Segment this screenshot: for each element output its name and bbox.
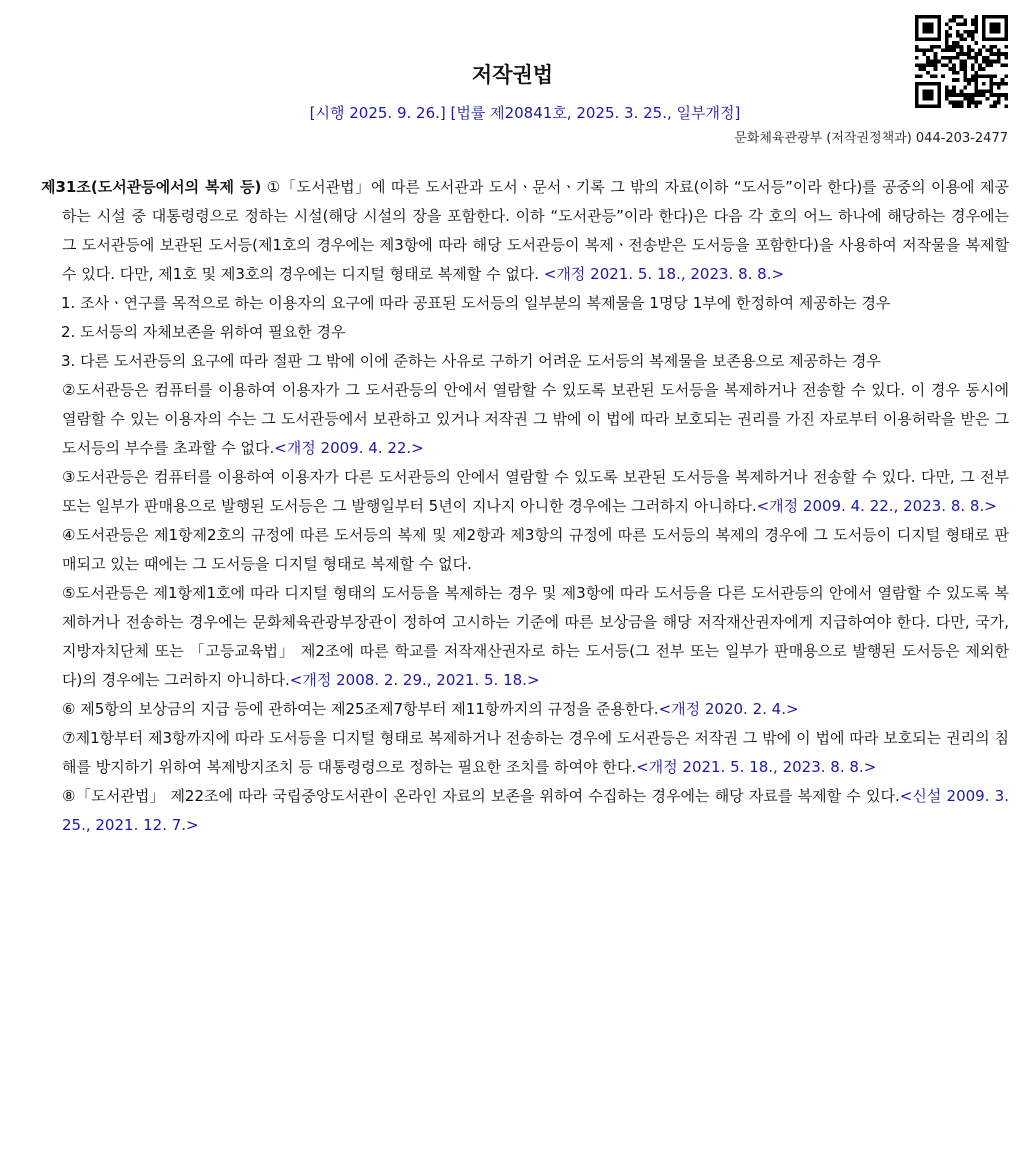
- article-body: [41, 173, 1009, 840]
- amendment-link[interactable]: <개정 2020. 2. 4.>: [658, 700, 799, 718]
- paragraph-4: [41, 521, 1009, 579]
- paragraph-text: ⑧「도서관법」 제22조에 따라 국립중앙도서관이 온라인 자료의 보존을 위하여 수집하는 경우에는 해당 자료를 복제할 수 있다.: [62, 787, 900, 805]
- paragraph-6: [41, 695, 1009, 724]
- paragraph-1: [41, 173, 1009, 289]
- amendment-link[interactable]: <개정 2009. 4. 22., 2023. 8. 8.>: [756, 497, 997, 515]
- amendment-link[interactable]: <개정 2009. 4. 22.>: [274, 439, 424, 457]
- paragraph-text: ②도서관등은 컴퓨터를 이용하여 이용자가 그 도서관등의 안에서 열람할 수 있도록 보관된 도서등을 복제하거나 전송할 수 있다. 이 경우 동시에 열람할 수 있는 이용자의 수는 그 도서관등에서 보관하고 있거나 저작권 그 밖에 이 법에 따라 보호되는 권리를 가진 자로부터 이용허락을 받은 그 도서등의 부수를 초과할 수 없다.: [62, 381, 1009, 457]
- paragraph-text: ③도서관등은 컴퓨터를 이용하여 이용자가 다른 도서관등의 안에서 열람할 수 있도록 보관된 도서등을 복제하거나 전송할 수 있다. 다만, 그 전부 또는 일부가 판매용으로 발행된 도서등은 그 발행일부터 5년이 지나지 아니한 경우에는 그러하지 아니하다.: [62, 468, 1009, 515]
- paragraph-5: [41, 579, 1009, 695]
- paragraph-text: ⑤도서관등은 제1항제1호에 따라 디지털 형태의 도서등을 복제하는 경우 및 제3항에 따라 도서등을 다른 도서관등의 안에서 열람할 수 있도록 복제하거나 전송하는 경우에는 문화체육관광부장관이 정하여 고시하는 기준에 따른 보상금을 해당 저작재산권자에게 지급하여야 한다. 다만, 국가, 지방자치단체 또는 「고등교육법」 제2조에 따른 학교를 저작재산권자로 하는 도서등(그 전부 또는 일부가 판매용으로 발행된 도서등은 제외한다)의 경우에는 그러하지 아니하다.: [62, 584, 1009, 689]
- list-item: 2. 도서등의 자체보존을 위하여 필요한 경우: [61, 323, 346, 341]
- page-title: 저작권법: [471, 63, 554, 87]
- paragraph-text: ①「도서관법」에 따른 도서관과 도서ㆍ문서ㆍ기록 그 밖의 자료(이하 “도서등”이라 한다)를 공중의 이용에 제공하는 시설 중 대통령령으로 정하는 시설(해당 시설의 장을 포함한다. 이하 “도서관등”이라 한다)은 다음 각 호의 어느 하나에 해당하는 경우에는 그 도서관등에 보관된 도서등(제1호의 경우에는 제3항에 따라 해당 도서관등이 복제ㆍ전송받은 도서등을 포함한다)을 사용하여 저작물을 복제할 수 있다. 다만, 제1호 및 제3호의 경우에는 디지털 형태로 복제할 수 없다.: [62, 178, 1009, 283]
- paragraph-text: ⑥ 제5항의 보상금의 지급 등에 관하여는 제25조제7항부터 제11항까지의 규정을 준용한다.: [62, 700, 659, 718]
- paragraph-3: [41, 463, 1009, 521]
- department-info: 문화체육관광부 (저작권정책과) 044-203-2477: [734, 131, 1008, 146]
- amendment-link[interactable]: <개정 2021. 5. 18., 2023. 8. 8.>: [543, 265, 785, 283]
- amendment-link[interactable]: <신설 2009. 3. 25., 2021. 12. 7.>: [62, 787, 1009, 834]
- paragraph-2: [41, 376, 1009, 463]
- paragraph-text: ④도서관등은 제1항제2호의 규정에 따른 도서등의 복제 및 제2항과 제3항의 규정에 따른 도서등의 복제의 경우에 그 도서등이 디지털 형태로 판매되고 있는 때에는 그 도서등을 디지털 형태로 복제할 수 없다.: [62, 526, 1009, 573]
- amendment-link[interactable]: <개정 2021. 5. 18., 2023. 8. 8.>: [636, 758, 877, 776]
- amendment-link[interactable]: <개정 2008. 2. 29., 2021. 5. 18.>: [289, 671, 540, 689]
- article-heading: 제31조(도서관등에서의 복제 등): [41, 178, 262, 196]
- paragraph-7: [41, 724, 1009, 782]
- list-item: 1. 조사ㆍ연구를 목적으로 하는 이용자의 요구에 따라 공표된 도서등의 일부분의 복제물을 1명당 1부에 한정하여 제공하는 경우: [61, 294, 891, 312]
- paragraph-8: [41, 782, 1009, 840]
- enforcement-info: [시행 2025. 9. 26.] [법률 제20841호, 2025. 3. 25., 일부개정]: [309, 104, 741, 122]
- list-item: 3. 다른 도서관등의 요구에 따라 절판 그 밖에 이에 준하는 사유로 구하기 어려운 도서등의 복제물을 보존용으로 제공하는 경우: [61, 352, 881, 370]
- paragraph-text: ⑦제1항부터 제3항까지에 따라 도서등을 디지털 형태로 복제하거나 전송하는 경우에 도서관등은 저작권 그 밖에 이 법에 따라 보호되는 권리의 침해를 방지하기 위하여 복제방지조치 등 대통령령으로 정하는 필요한 조치를 하여야 한다.: [62, 729, 1009, 776]
